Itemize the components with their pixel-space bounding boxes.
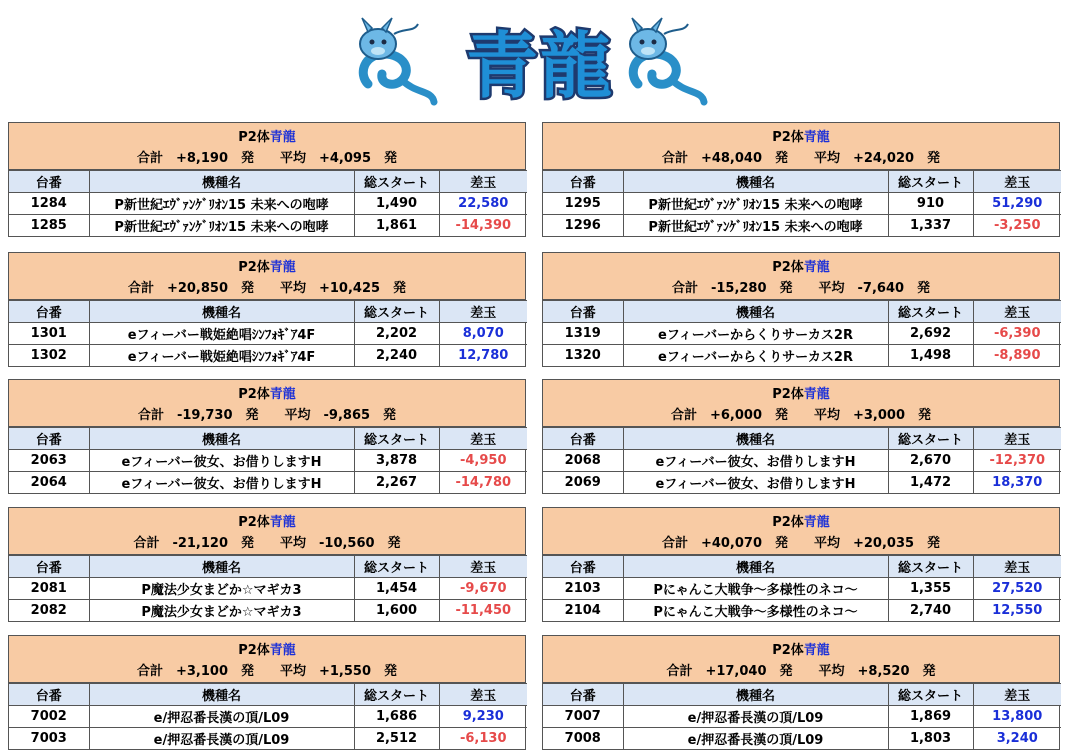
table-header-row [543,171,1061,193]
card-title [543,511,1059,530]
machine-number: 2069 [543,472,623,494]
card-summary: 合計 -21,120 発 平均 -10,560 発 [133,536,401,551]
card-title-prefix: P2体 [238,260,270,275]
machine-name: e/押忍番長漢の頂/L09 [623,728,888,750]
total-start: 1,861 [354,215,439,237]
table-row [543,728,1061,750]
col-header-diff: 差玉 [973,556,1061,578]
ball-diff: 12,550 [973,600,1061,622]
total-start: 1,337 [888,215,973,237]
card-title-store: 青龍 [269,130,296,145]
card-title [543,383,1059,402]
table-row [543,193,1061,215]
total-start: 1,869 [888,706,973,728]
machine-number: 7007 [543,706,623,728]
title-banner [0,0,1069,118]
card-header [9,636,525,683]
machine-group-card [8,379,526,494]
card-title-store: 青龍 [803,515,830,530]
card-title [543,126,1059,145]
card-title-prefix: P2体 [772,515,804,530]
machine-name: P魔法少女まどか☆マギカ3 [89,578,354,600]
col-header-name: 機種名 [623,171,888,193]
table-row [9,706,527,728]
machine-number: 7003 [9,728,89,750]
machine-number: 2064 [9,472,89,494]
ball-diff: 18,370 [973,472,1061,494]
total-start: 2,240 [354,345,439,367]
machine-name: eフィーバーからくりサーカス2R [623,345,888,367]
machine-table [9,427,527,493]
table-header-row [9,684,527,706]
machine-table [543,300,1061,366]
machine-name: eフィーバー彼女、お借りしますH [623,450,888,472]
table-row [9,193,527,215]
card-header [9,508,525,555]
table-row [9,472,527,494]
ball-diff: -8,890 [973,345,1061,367]
card-title-store: 青龍 [803,387,830,402]
page-title: 青龍 [465,24,614,108]
card-title-store: 青龍 [803,130,830,145]
col-header-no: 台番 [543,684,623,706]
table-header-row [543,684,1061,706]
machine-group-card [542,635,1060,750]
total-start: 1,686 [354,706,439,728]
ball-diff: 12,780 [439,345,527,367]
machine-name: P新世紀ｴｳﾞｧﾝｹﾞﾘｵﾝ15 未来への咆哮 [89,215,354,237]
card-summary: 合計 +17,040 発 平均 +8,520 発 [666,664,936,679]
machine-number: 2082 [9,600,89,622]
col-header-start: 総スタート [888,556,973,578]
total-start: 1,490 [354,193,439,215]
col-header-start: 総スタート [354,171,439,193]
machine-name: eフィーバー彼女、お借りしますH [623,472,888,494]
card-title [9,511,525,530]
machine-number: 1296 [543,215,623,237]
table-row [9,450,527,472]
card-title-store: 青龍 [269,387,296,402]
machine-group-card [542,252,1060,367]
card-title-prefix: P2体 [772,643,804,658]
table-row [543,215,1061,237]
total-start: 1,355 [888,578,973,600]
card-title-store: 青龍 [269,515,296,530]
card-title [543,639,1059,658]
table-row [9,215,527,237]
table-row [9,600,527,622]
col-header-start: 総スタート [888,684,973,706]
ball-diff: -6,130 [439,728,527,750]
machine-table [9,170,527,236]
ball-diff: -4,950 [439,450,527,472]
ball-diff: -6,390 [973,323,1061,345]
card-title-prefix: P2体 [772,260,804,275]
table-row [543,450,1061,472]
card-summary: 合計 +3,100 発 平均 +1,550 発 [136,664,398,679]
machine-group-card [8,252,526,367]
machine-number: 7008 [543,728,623,750]
machine-name: e/押忍番長漢の頂/L09 [89,728,354,750]
ball-diff: -11,450 [439,600,527,622]
table-row [9,728,527,750]
dragon-icon [354,14,438,110]
table-row [9,578,527,600]
card-title-store: 青龍 [803,260,830,275]
machine-number: 1319 [543,323,623,345]
table-row [543,472,1061,494]
ball-diff: -3,250 [973,215,1061,237]
col-header-diff: 差玉 [439,301,527,323]
card-title-prefix: P2体 [772,130,804,145]
ball-diff: 13,800 [973,706,1061,728]
total-start: 2,670 [888,450,973,472]
card-title [543,256,1059,275]
col-header-start: 総スタート [888,171,973,193]
machine-name: eフィーバー彼女、お借りしますH [89,450,354,472]
ball-diff: 3,240 [973,728,1061,750]
total-start: 1,498 [888,345,973,367]
table-header-row [9,556,527,578]
col-header-no: 台番 [543,428,623,450]
table-header-row [543,301,1061,323]
machine-number: 1302 [9,345,89,367]
table-row [9,345,527,367]
machine-number: 1284 [9,193,89,215]
machine-group-card [542,379,1060,494]
machine-number: 2063 [9,450,89,472]
total-start: 1,454 [354,578,439,600]
card-title-store: 青龍 [269,260,296,275]
col-header-no: 台番 [543,171,623,193]
machine-table [543,555,1061,621]
card-summary: 合計 +8,190 発 平均 +4,095 発 [136,151,398,166]
col-header-name: 機種名 [89,301,354,323]
col-header-no: 台番 [9,428,89,450]
card-title-store: 青龍 [803,643,830,658]
col-header-name: 機種名 [623,684,888,706]
col-header-name: 機種名 [89,556,354,578]
table-header-row [543,428,1061,450]
total-start: 2,692 [888,323,973,345]
machine-table [9,683,527,749]
table-header-row [9,301,527,323]
machine-table [543,683,1061,749]
table-row [543,706,1061,728]
machine-table [543,427,1061,493]
machine-name: eフィーバー戦姫絶唱ｼﾝﾌｫｷﾞｱ4F [89,345,354,367]
table-header-row [543,556,1061,578]
ball-diff: -14,780 [439,472,527,494]
card-header [9,253,525,300]
col-header-name: 機種名 [89,428,354,450]
machine-table [9,300,527,366]
machine-name: P魔法少女まどか☆マギカ3 [89,600,354,622]
table-row [9,323,527,345]
col-header-start: 総スタート [354,301,439,323]
machine-group-card [8,635,526,750]
table-header-row [9,428,527,450]
col-header-diff: 差玉 [973,684,1061,706]
col-header-diff: 差玉 [973,171,1061,193]
card-header [543,636,1059,683]
card-summary: 合計 -19,730 発 平均 -9,865 発 [137,408,397,423]
machine-group-card [8,122,526,237]
ball-diff: 51,290 [973,193,1061,215]
card-summary: 合計 +6,000 発 平均 +3,000 発 [670,408,932,423]
col-header-name: 機種名 [89,684,354,706]
machine-group-card [8,507,526,622]
card-title [9,256,525,275]
card-title-prefix: P2体 [772,387,804,402]
col-header-name: 機種名 [89,171,354,193]
machine-number: 1301 [9,323,89,345]
table-row [543,345,1061,367]
machine-number: 7002 [9,706,89,728]
card-title [9,639,525,658]
total-start: 2,202 [354,323,439,345]
card-summary: 合計 -15,280 発 平均 -7,640 発 [671,281,931,296]
machine-name: eフィーバー戦姫絶唱ｼﾝﾌｫｷﾞｱ4F [89,323,354,345]
table-row [543,578,1061,600]
machine-number: 2104 [543,600,623,622]
col-header-no: 台番 [9,684,89,706]
total-start: 2,267 [354,472,439,494]
col-header-no: 台番 [9,171,89,193]
table-row [543,323,1061,345]
ball-diff: 22,580 [439,193,527,215]
card-header [543,253,1059,300]
ball-diff: -12,370 [973,450,1061,472]
col-header-no: 台番 [543,301,623,323]
card-summary: 合計 +40,070 発 平均 +20,035 発 [661,536,941,551]
dragon-icon [624,14,708,110]
ball-diff: 8,070 [439,323,527,345]
col-header-start: 総スタート [354,556,439,578]
machine-group-card [542,507,1060,622]
card-title-prefix: P2体 [238,515,270,530]
card-header [543,380,1059,427]
machine-name: e/押忍番長漢の頂/L09 [89,706,354,728]
card-summary: 合計 +20,850 発 平均 +10,425 発 [127,281,407,296]
machine-name: Pにゃんこ大戦争～多様性のネコ～ [623,600,888,622]
machine-name: e/押忍番長漢の頂/L09 [623,706,888,728]
ball-diff: -14,390 [439,215,527,237]
ball-diff: 9,230 [439,706,527,728]
machine-number: 2103 [543,578,623,600]
col-header-start: 総スタート [354,428,439,450]
machine-group-card [542,122,1060,237]
machine-number: 1285 [9,215,89,237]
col-header-name: 機種名 [623,301,888,323]
card-title [9,383,525,402]
table-header-row [9,171,527,193]
card-header [9,123,525,170]
col-header-name: 機種名 [623,556,888,578]
card-summary: 合計 +48,040 発 平均 +24,020 発 [661,151,941,166]
machine-name: eフィーバーからくりサーカス2R [623,323,888,345]
machine-table [9,555,527,621]
col-header-no: 台番 [543,556,623,578]
card-title-prefix: P2体 [238,387,270,402]
machine-name: P新世紀ｴｳﾞｧﾝｹﾞﾘｵﾝ15 未来への咆哮 [89,193,354,215]
col-header-diff: 差玉 [439,556,527,578]
col-header-diff: 差玉 [973,428,1061,450]
card-title-prefix: P2体 [238,643,270,658]
col-header-name: 機種名 [623,428,888,450]
total-start: 2,740 [888,600,973,622]
machine-name: P新世紀ｴｳﾞｧﾝｹﾞﾘｵﾝ15 未来への咆哮 [623,193,888,215]
col-header-diff: 差玉 [439,171,527,193]
col-header-diff: 差玉 [439,428,527,450]
col-header-start: 総スタート [888,301,973,323]
total-start: 1,600 [354,600,439,622]
col-header-diff: 差玉 [973,301,1061,323]
machine-number: 1320 [543,345,623,367]
total-start: 1,472 [888,472,973,494]
ball-diff: 27,520 [973,578,1061,600]
machine-table [543,170,1061,236]
card-header [9,380,525,427]
card-title [9,126,525,145]
total-start: 2,512 [354,728,439,750]
table-row [543,600,1061,622]
machine-number: 2068 [543,450,623,472]
machine-number: 2081 [9,578,89,600]
machine-name: Pにゃんこ大戦争～多様性のネコ～ [623,578,888,600]
total-start: 1,803 [888,728,973,750]
machine-name: eフィーバー彼女、お借りしますH [89,472,354,494]
machine-number: 1295 [543,193,623,215]
card-title-store: 青龍 [269,643,296,658]
machine-name: P新世紀ｴｳﾞｧﾝｹﾞﾘｵﾝ15 未来への咆哮 [623,215,888,237]
col-header-no: 台番 [9,301,89,323]
col-header-start: 総スタート [888,428,973,450]
col-header-no: 台番 [9,556,89,578]
card-title-prefix: P2体 [238,130,270,145]
col-header-diff: 差玉 [439,684,527,706]
card-header [543,508,1059,555]
total-start: 910 [888,193,973,215]
card-header [543,123,1059,170]
ball-diff: -9,670 [439,578,527,600]
total-start: 3,878 [354,450,439,472]
col-header-start: 総スタート [354,684,439,706]
